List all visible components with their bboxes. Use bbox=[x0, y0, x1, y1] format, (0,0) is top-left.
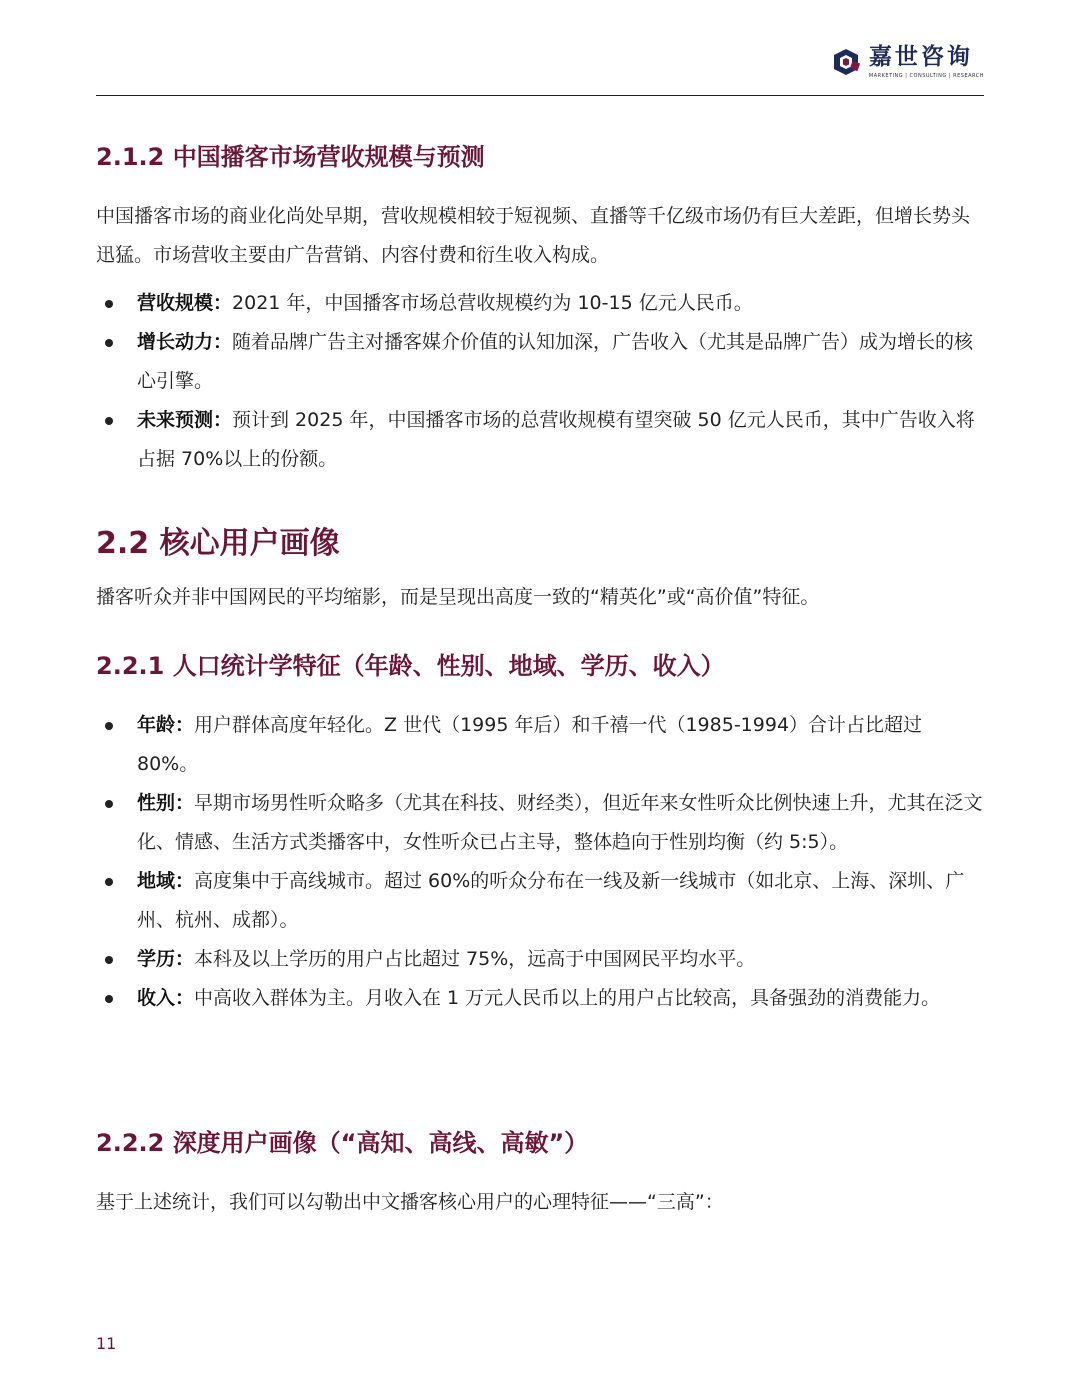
list-revenue-points bbox=[96, 284, 986, 479]
paragraph-user-profile-intro: 播客听众并非中国网民的平均缩影，而是呈现出高度一致的“精英化”或“高价值”特征。 bbox=[96, 586, 820, 608]
list-item-term: 增长动力： bbox=[137, 331, 233, 353]
bullet-icon bbox=[105, 800, 113, 808]
bullet-icon bbox=[105, 995, 113, 1003]
paragraph-market-revenue-intro: 中国播客市场的商业化尚处早期，营收规模相较于短视频、直播等千亿级市场仍有巨大差距，但增长势头迅猛。市场营收主要由广告营销、内容付费和衍生收入构成。 bbox=[96, 205, 971, 266]
bullet-icon bbox=[105, 722, 113, 730]
list-item-text: 高度集中于高线城市。超过 60%的听众分布在一线及新一线城市（如北京、上海、深圳、广州、杭州、成都）。 bbox=[137, 870, 965, 931]
list-item bbox=[96, 862, 986, 940]
list-item-text: 2021 年，中国播客市场总营收规模约为 10-15 亿元人民币。 bbox=[232, 292, 753, 314]
page-number: 11 bbox=[96, 1334, 117, 1353]
bullet-icon bbox=[105, 417, 113, 425]
list-item bbox=[96, 706, 986, 784]
heading-2-1-2: 2.1.2 中国播客市场营收规模与预测 bbox=[96, 143, 485, 171]
list-item-text: 随着品牌广告主对播客媒介价值的认知加深，广告收入（尤其是品牌广告）成为增长的核心引擎。 bbox=[137, 331, 974, 392]
list-item bbox=[96, 401, 986, 479]
list-item-text: 用户群体高度年轻化。Z 世代（1995 年后）和千禧一代（1985-1994）合计占比超过 80%。 bbox=[137, 714, 923, 775]
heading-2-2-2: 2.2.2 深度用户画像（“高知、高线、高敏”） bbox=[96, 1129, 589, 1157]
list-item bbox=[96, 284, 986, 323]
list-item-term: 年龄： bbox=[137, 714, 195, 736]
list-item-term: 收入： bbox=[137, 987, 195, 1009]
list-item-text: 预计到 2025 年，中国播客市场的总营收规模有望突破 50 亿元人民币，其中广告收入将占据 70%以上的份额。 bbox=[137, 409, 975, 470]
list-item-text: 中高收入群体为主。月收入在 1 万元人民币以上的用户占比较高，具备强劲的消费能力。 bbox=[194, 987, 941, 1009]
list-item-term: 性别： bbox=[137, 792, 195, 814]
list-item-term: 营收规模： bbox=[137, 292, 233, 314]
list-item-term: 未来预测： bbox=[137, 409, 233, 431]
brand-logo bbox=[831, 44, 984, 79]
list-item bbox=[96, 940, 986, 979]
list-item-term: 学历： bbox=[137, 948, 195, 970]
logo-tagline: MARKETING | CONSULTING | RESEARCH bbox=[868, 73, 984, 79]
header-divider bbox=[96, 95, 984, 96]
logo-cube-icon bbox=[831, 47, 861, 77]
paragraph-deep-profile-intro: 基于上述统计，我们可以勾勒出中文播客核心用户的心理特征——“三高”： bbox=[96, 1191, 724, 1213]
bullet-icon bbox=[105, 300, 113, 308]
list-demographics bbox=[96, 706, 986, 1018]
list-item-text: 早期市场男性听众略多（尤其在科技、财经类），但近年来女性听众比例快速上升，尤其在泛文化、情感、生活方式类播客中，女性听众已占主导，整体趋向于性别均衡（约 5:5）。 bbox=[137, 792, 983, 853]
bullet-icon bbox=[105, 956, 113, 964]
list-item bbox=[96, 979, 986, 1018]
list-item bbox=[96, 323, 986, 401]
list-item-text: 本科及以上学历的用户占比超过 75%，远高于中国网民平均水平。 bbox=[194, 948, 756, 970]
bullet-icon bbox=[105, 339, 113, 347]
list-item-term: 地域： bbox=[137, 870, 195, 892]
logo-name: 嘉世咨询 bbox=[868, 44, 973, 70]
list-item bbox=[96, 784, 986, 862]
heading-2-2: 2.2 核心用户画像 bbox=[96, 526, 340, 561]
bullet-icon bbox=[105, 878, 113, 886]
heading-2-2-1: 2.2.1 人口统计学特征（年龄、性别、地域、学历、收入） bbox=[96, 652, 725, 680]
